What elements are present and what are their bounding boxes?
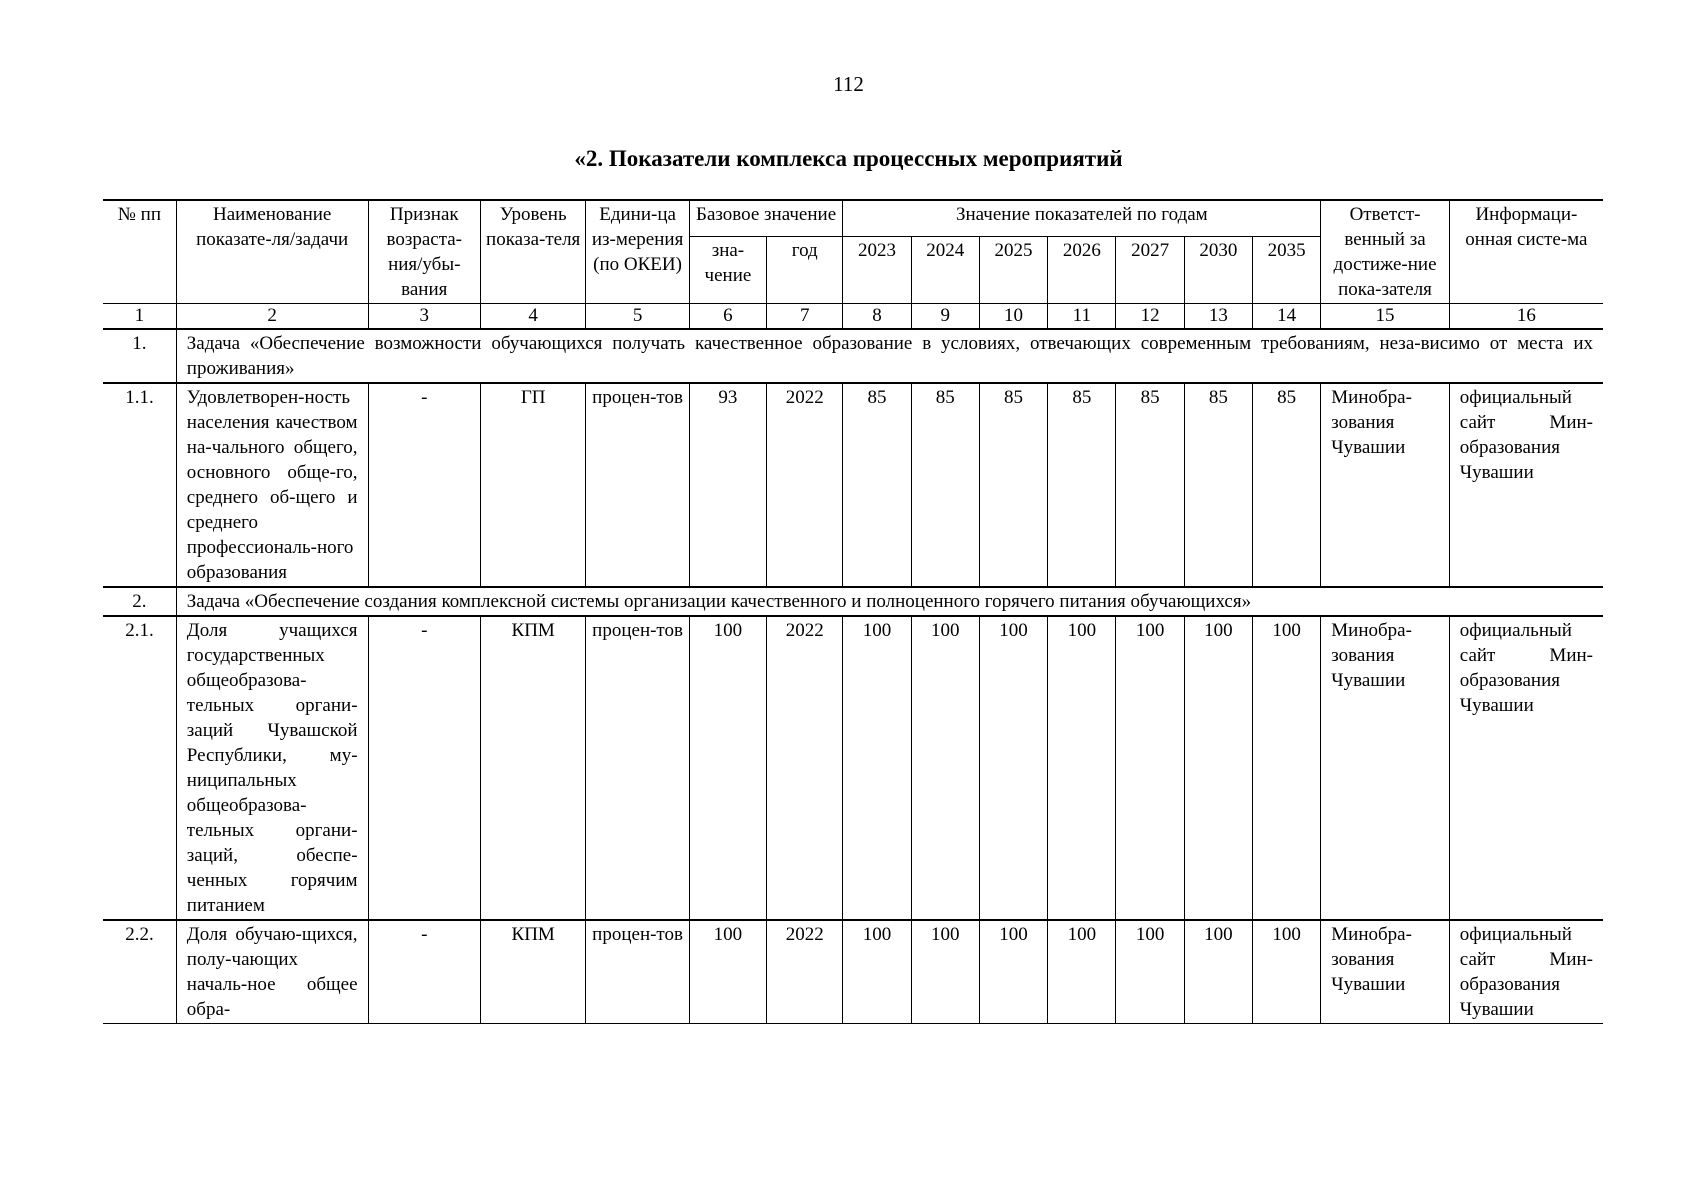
indicator-level: КПМ bbox=[480, 616, 585, 920]
column-number: 13 bbox=[1184, 304, 1252, 330]
indicator-year-value: 100 bbox=[1184, 920, 1252, 1024]
column-number: 15 bbox=[1321, 304, 1450, 330]
indicator-name-text: Удовлетворен-ность населения качеством на-чального общего, основного обще-го, среднего об-щего и среднего профессиональ-ного образования bbox=[186, 387, 358, 583]
indicator-base-value: 100 bbox=[689, 616, 766, 920]
indicator-year-value: 85 bbox=[1184, 383, 1252, 587]
indicator-base-value: 93 bbox=[689, 383, 766, 587]
indicator-info-system: официальный сайт Мин-образования Чувашии bbox=[1449, 616, 1603, 920]
column-number: 16 bbox=[1449, 304, 1603, 330]
indicator-level: ГП bbox=[480, 383, 585, 587]
indicator-year-value: 100 bbox=[1116, 920, 1184, 1024]
indicator-unit: процен-тов bbox=[586, 383, 689, 587]
column-number: 6 bbox=[689, 304, 766, 330]
indicator-info-system: официальный сайт Мин-образования Чувашии bbox=[1449, 920, 1603, 1024]
indicator-year-value: 85 bbox=[843, 383, 911, 587]
header-year: 2026 bbox=[1048, 236, 1116, 303]
column-number: 8 bbox=[843, 304, 911, 330]
header-responsible: Ответст-венный за достиже-ние пока-зателя bbox=[1321, 200, 1450, 304]
indicator-name-text: Доля обучаю-щихся, полу-чающих началь-ное общее обра- bbox=[186, 924, 358, 1020]
column-number: 1 bbox=[103, 304, 176, 330]
indicator-name-text: Доля учащихся государственных общеобразова-тельных органи-заций Чувашской Республики, му-ниципальных общеобразова-тельных органи-заций, обеспе-ченных горячим питанием bbox=[186, 620, 358, 916]
column-numbers-row bbox=[103, 304, 1603, 330]
column-number: 9 bbox=[911, 304, 979, 330]
task-row bbox=[103, 587, 1603, 616]
table-row bbox=[103, 383, 1603, 587]
indicator-name bbox=[176, 616, 368, 920]
indicator-base-year: 2022 bbox=[767, 920, 843, 1024]
indicator-year-value: 100 bbox=[1184, 616, 1252, 920]
indicator-year-value: 100 bbox=[1048, 920, 1116, 1024]
indicator-year-value: 100 bbox=[911, 920, 979, 1024]
indicator-name bbox=[176, 920, 368, 1024]
task-row bbox=[103, 329, 1603, 383]
indicator-info-system: официальный сайт Мин-образования Чувашии bbox=[1449, 383, 1603, 587]
indicator-year-value: 100 bbox=[979, 616, 1047, 920]
indicator-base-year: 2022 bbox=[767, 616, 843, 920]
column-number: 11 bbox=[1048, 304, 1116, 330]
header-name: Наименование показате-ля/задачи bbox=[176, 200, 368, 304]
indicator-unit: процен-тов bbox=[586, 616, 689, 920]
header-years-group: Значение показателей по годам bbox=[843, 200, 1321, 236]
indicator-number: 1.1. bbox=[103, 383, 176, 587]
header-base-year: год bbox=[767, 236, 843, 303]
header-level: Уровень показа-теля bbox=[480, 200, 585, 304]
column-number: 4 bbox=[480, 304, 585, 330]
header-year: 2027 bbox=[1116, 236, 1184, 303]
column-number: 10 bbox=[979, 304, 1047, 330]
indicator-year-value: 85 bbox=[1252, 383, 1320, 587]
column-number: 5 bbox=[586, 304, 689, 330]
indicator-number: 2.2. bbox=[103, 920, 176, 1024]
header-info-system: Информаци-онная систе-ма bbox=[1449, 200, 1603, 304]
header-year: 2035 bbox=[1252, 236, 1320, 303]
indicator-year-value: 100 bbox=[843, 920, 911, 1024]
header-sign: Признак возраста-ния/убы-вания bbox=[368, 200, 480, 304]
indicators-table bbox=[103, 199, 1603, 1024]
page-number: 112 bbox=[833, 72, 864, 96]
header-number: № пп bbox=[117, 204, 161, 225]
column-number: 2 bbox=[176, 304, 368, 330]
column-number: 12 bbox=[1116, 304, 1184, 330]
indicator-year-value: 85 bbox=[979, 383, 1047, 587]
header-year: 2025 bbox=[979, 236, 1047, 303]
table-row bbox=[103, 920, 1603, 1024]
indicator-sign: - bbox=[368, 616, 480, 920]
section-title: «2. Показатели комплекса процессных мероприятий bbox=[574, 146, 1123, 171]
header-base-value: зна-чение bbox=[689, 236, 766, 303]
indicator-name bbox=[176, 383, 368, 587]
indicator-responsible: Минобра-зования Чувашии bbox=[1321, 383, 1450, 587]
header-unit: Едини-ца из-мерения (по ОКЕИ) bbox=[586, 200, 689, 304]
indicator-year-value: 85 bbox=[1116, 383, 1184, 587]
indicator-year-value: 100 bbox=[1116, 616, 1184, 920]
indicator-year-value: 100 bbox=[911, 616, 979, 920]
task-number: 1. bbox=[103, 329, 176, 383]
column-number: 3 bbox=[368, 304, 480, 330]
indicator-level: КПМ bbox=[480, 920, 585, 1024]
indicator-unit: процен-тов bbox=[586, 920, 689, 1024]
indicator-year-value: 100 bbox=[979, 920, 1047, 1024]
column-number: 7 bbox=[767, 304, 843, 330]
indicator-number: 2.1. bbox=[103, 616, 176, 920]
table-row bbox=[103, 616, 1603, 920]
indicator-year-value: 100 bbox=[1048, 616, 1116, 920]
indicator-year-value: 85 bbox=[1048, 383, 1116, 587]
indicator-year-value: 100 bbox=[1252, 920, 1320, 1024]
indicator-sign: - bbox=[368, 383, 480, 587]
indicator-sign: - bbox=[368, 920, 480, 1024]
indicator-responsible: Минобра-зования Чувашии bbox=[1321, 920, 1450, 1024]
indicator-base-year: 2022 bbox=[767, 383, 843, 587]
task-text: Задача «Обеспечение создания комплексной системы организации качественного и полноценного горячего питания обучающихся» bbox=[176, 587, 1603, 616]
indicator-year-value: 100 bbox=[843, 616, 911, 920]
task-number: 2. bbox=[103, 587, 176, 616]
task-text: Задача «Обеспечение возможности обучающихся получать качественное образование в условиях, отвечающих современным требованиям, неза-висимо от места их проживания» bbox=[176, 329, 1603, 383]
column-number: 14 bbox=[1252, 304, 1320, 330]
indicator-base-value: 100 bbox=[689, 920, 766, 1024]
indicator-year-value: 100 bbox=[1252, 616, 1320, 920]
header-base: Базовое значение bbox=[689, 200, 843, 236]
header-year: 2030 bbox=[1184, 236, 1252, 303]
indicator-year-value: 85 bbox=[911, 383, 979, 587]
indicator-responsible: Минобра-зования Чувашии bbox=[1321, 616, 1450, 920]
header-year: 2023 bbox=[843, 236, 911, 303]
header-year: 2024 bbox=[911, 236, 979, 303]
